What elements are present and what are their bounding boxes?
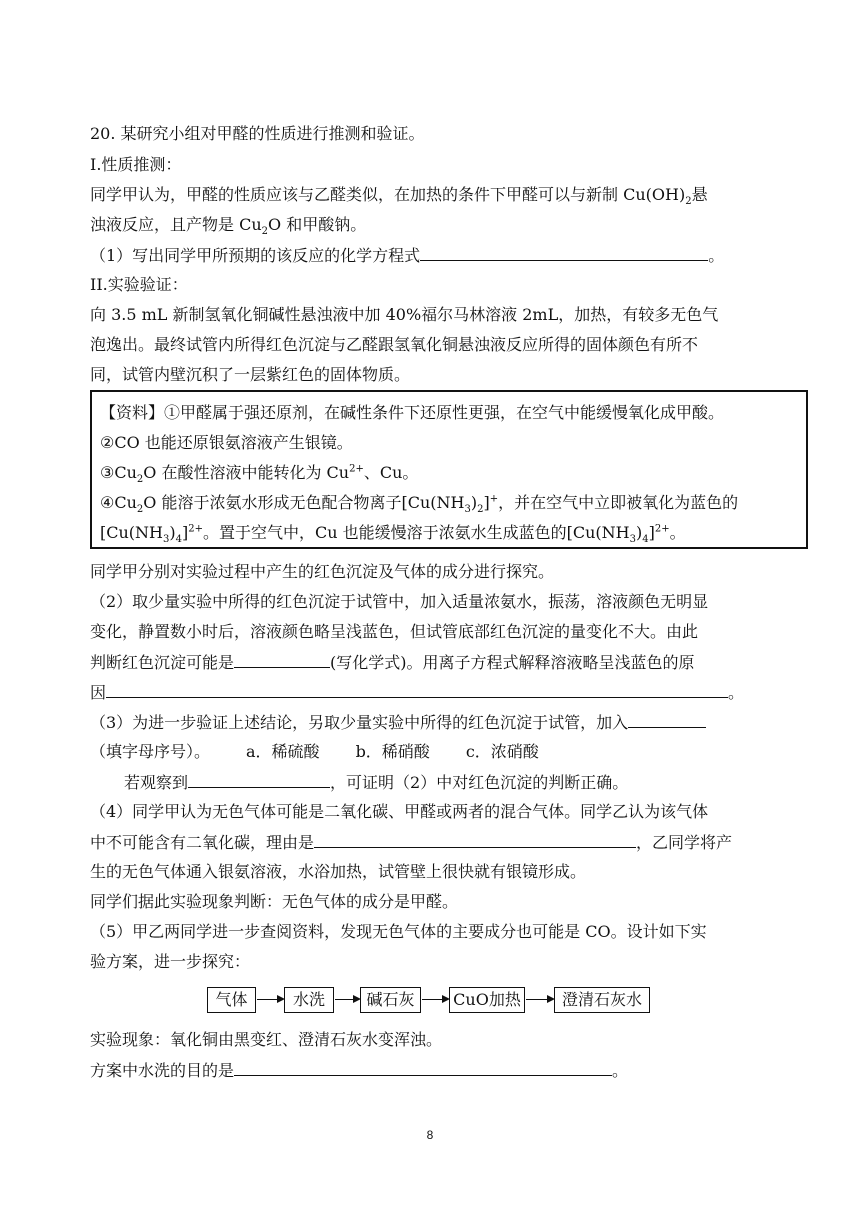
question-2-line2: 变化，静置数小时后，溶液颜色略呈浅蓝色，但试管底部红色沉淀的量变化不大。由此 bbox=[90, 622, 699, 641]
info-box bbox=[90, 390, 808, 549]
page-number: 8 bbox=[426, 1128, 434, 1142]
answer-blank-2a[interactable] bbox=[234, 652, 330, 668]
question-5-purpose: 方案中水洗的目的是 。 bbox=[90, 1061, 629, 1080]
question-2-line1: （2）取少量实验中所得的红色沉淀于试管中，加入适量浓氨水，振荡，溶液颜色无明显 bbox=[90, 592, 709, 611]
flow-arrow-1 bbox=[257, 999, 283, 1000]
option-b: b．稀硝酸 bbox=[355, 742, 430, 761]
answer-blank-2b[interactable] bbox=[106, 682, 728, 698]
part2-text-line3: 同，试管内壁沉积了一层紫红色的固体物质。 bbox=[90, 365, 411, 384]
answer-blank-5[interactable] bbox=[234, 1060, 612, 1076]
flow-arrow-3 bbox=[422, 999, 448, 1000]
question-1: （1）写出同学甲所预期的该反应的化学方程式 。 bbox=[90, 246, 725, 265]
question-3-line1: （3）为进一步验证上述结论，另取少量实验中所得的红色沉淀于试管，加入 bbox=[90, 712, 706, 733]
flow-box-gas: 气体 bbox=[207, 987, 256, 1013]
part1-text-line2: 浊液反应，且产物是 $Cu_2O$ 和甲酸钠。 bbox=[90, 215, 367, 238]
question-2-line3: 判断红色沉淀可能是 (写化学式)。用离子方程式解释溶液略呈浅蓝色的原 bbox=[90, 653, 695, 672]
flow-arrow-2 bbox=[335, 999, 359, 1000]
question-3-line2: （填字母序号）。 a．稀硫酸 b．稀硝酸 c．浓硝酸 bbox=[90, 742, 539, 761]
question-5-line1: （5）甲乙两同学进一步查阅资料，发现无色气体的主要成分也可能是 CO。设计如下实 bbox=[90, 922, 707, 941]
option-a: a．稀硫酸 bbox=[246, 742, 320, 761]
info-line-1: 【资料】①甲醛属于强还原剂，在碱性条件下还原性更强，在空气中能缓慢氧化成甲酸。 bbox=[100, 403, 725, 422]
experiment-phenomenon: 实验现象：氧化铜由黑变红、澄清石灰水变浑浊。 bbox=[90, 1030, 443, 1049]
part1-text-line1: 同学甲认为，甲醛的性质应该与乙醛类似，在加热的条件下甲醛可以与新制 $Cu(OH)_2$悬 bbox=[90, 185, 708, 208]
part2-heading: II.实验验证： bbox=[90, 275, 188, 294]
part2-text-line1: 向 3.5 mL 新制氢氧化铜碱性悬浊液中加 40%福尔马林溶液 2mL，加热，有较多无色气 bbox=[90, 305, 719, 324]
answer-blank-3a[interactable] bbox=[628, 712, 706, 728]
part2-text-line2: 泡逸出。最终试管内所得红色沉淀与乙醛跟氢氧化铜悬浊液反应所得的固体颜色有所不 bbox=[90, 335, 699, 354]
question-5-line2: 验方案，进一步探究： bbox=[90, 952, 251, 971]
question-4-line4: 同学们据此实验现象判断：无色气体的成分是甲醛。 bbox=[90, 892, 459, 911]
answer-blank-4[interactable] bbox=[314, 832, 636, 848]
part1-heading: I.性质推测： bbox=[90, 155, 182, 174]
question-3-line3: 若观察到 ，可证明（2）中对红色沉淀的判断正确。 bbox=[124, 773, 629, 792]
after-box-text: 同学甲分别对实验过程中产生的红色沉淀及气体的成分进行探究。 bbox=[90, 562, 555, 581]
question-2-line4: 因 。 bbox=[90, 683, 745, 702]
question-4-line2: 中不可能含有二氧化碳，理由是 ，乙同学将产 bbox=[90, 833, 733, 852]
question-4-line3: 生的无色气体通入银氨溶液，水浴加热，试管壁上很快就有银镜形成。 bbox=[90, 862, 587, 881]
flow-box-soda-lime: 碱石灰 bbox=[360, 987, 421, 1013]
info-line-4: $④Cu_2O$ 能溶于浓氨水形成无色配合物离子$[Cu(NH_3)_2]^+$，并在空气中立即被氧化为蓝色的 bbox=[100, 493, 739, 516]
flow-arrow-4 bbox=[526, 999, 553, 1000]
flow-box-cuo-heating: CuO加热 bbox=[449, 987, 525, 1013]
info-line-2: ②CO 也能还原银氨溶液产生银镜。 bbox=[100, 433, 353, 452]
answer-blank-3b[interactable] bbox=[188, 772, 330, 788]
option-c: c．浓硝酸 bbox=[465, 742, 539, 761]
info-line-5: $[Cu(NH_3)_4]^{2+}$。置于空气中，Cu 也能缓慢溶于浓氨水生成蓝色的$[Cu(NH_3)_4]^{2+}$。 bbox=[100, 523, 686, 546]
question-4-line1: （4）同学甲认为无色气体可能是二氧化碳、甲醛或两者的混合气体。同学乙认为该气体 bbox=[90, 802, 709, 821]
flow-box-limewater: 澄清石灰水 bbox=[554, 987, 650, 1013]
answer-blank-1[interactable] bbox=[420, 245, 708, 261]
info-line-3: $③Cu_2O$ 在酸性溶液中能转化为 $Cu^{2+}$、Cu。 bbox=[100, 463, 419, 486]
question-title: 20. 某研究小组对甲醛的性质进行推测和验证。 bbox=[90, 124, 425, 143]
flow-box-water-wash: 水洗 bbox=[284, 987, 334, 1013]
